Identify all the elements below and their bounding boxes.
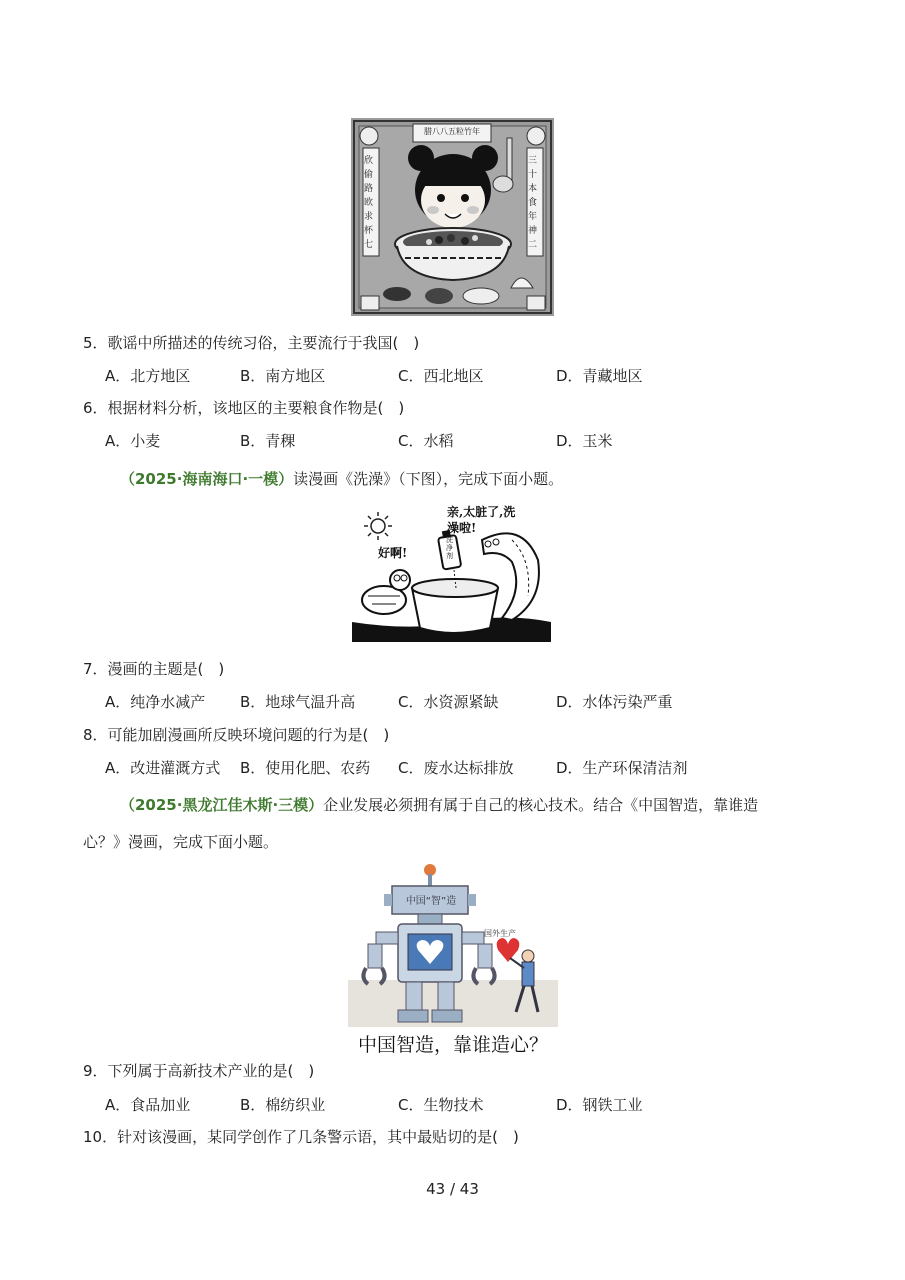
q7-option-d: D．水体污染严重	[556, 693, 673, 711]
speech-turtle: 好啊!	[378, 546, 408, 560]
q6-option-b: B．青稞	[240, 432, 296, 450]
intro-text-line1: 企业发展必须拥有属于自己的核心技术。结合《中国智造，靠谁造	[323, 796, 759, 814]
cartoon-caption: 中国智造，靠谁造心？	[357, 1034, 548, 1056]
question-9: 9．下列属于高新技术产业的是( )	[83, 1062, 315, 1080]
bottle-label: 洗净剂	[446, 536, 453, 560]
q5-option-d: D．青藏地区	[556, 367, 643, 385]
q8-option-a: A．改进灌溉方式	[105, 759, 221, 777]
q9-option-a: A．食品加业	[105, 1096, 191, 1114]
source-tag: （2025·黑龙江佳木斯·三模）	[120, 796, 324, 814]
robot-label: 中国“智”造	[405, 896, 457, 907]
q6-option-d: D．玉米	[556, 432, 613, 450]
q9-option-d: D．钢铁工业	[556, 1096, 643, 1114]
q8-option-c: C．废水达标排放	[398, 759, 514, 777]
question-10: 10．针对该漫画，某同学创作了几条警示语，其中最贴切的是( )	[83, 1128, 519, 1146]
q8-option-d: D．生产环保清洁剂	[556, 759, 688, 777]
question-5: 5．歌谣中所描述的传统习俗，主要流行于我国( )	[83, 334, 420, 352]
right-couplet-text: 三十本食年神二	[528, 156, 538, 250]
q8-option-b: B．使用化肥、农药	[240, 759, 371, 777]
question-8: 8．可能加剧漫画所反映环境问题的行为是( )	[83, 726, 390, 744]
left-couplet-text: 欣偷路欧求杯七	[364, 156, 374, 250]
q5-option-c: C．西北地区	[398, 367, 484, 385]
intro-text: 读漫画《洗澡》（下图），完成下面小题。	[293, 470, 564, 488]
q9-option-c: C．生物技术	[398, 1096, 484, 1114]
q5-option-a: A．北方地区	[105, 367, 191, 385]
question-7: 7．漫画的主题是( )	[83, 660, 225, 678]
q7-option-b: B．地球气温升高	[240, 693, 356, 711]
intro-jiamusi-line2: 心？》漫画，完成下面小题。	[83, 833, 279, 851]
laba-porridge-illustration	[351, 118, 554, 316]
heart-label: 国外生产	[484, 929, 516, 938]
intro-haikou	[120, 468, 563, 489]
robot-cartoon	[348, 862, 558, 1057]
q7-option-c: C．水资源紧缺	[398, 693, 499, 711]
page-number: 43 / 43	[426, 1180, 479, 1198]
question-6: 6．根据材料分析，该地区的主要粮食作物是( )	[83, 399, 405, 417]
source-tag: （2025·海南海口·一模）	[120, 470, 294, 488]
intro-jiamusi-line1	[120, 794, 758, 815]
bathing-cartoon	[352, 500, 551, 642]
q6-option-c: C．水稻	[398, 432, 454, 450]
banner-text: 腊八八五粒竹年	[424, 127, 480, 136]
q6-option-a: A．小麦	[105, 432, 161, 450]
q9-option-b: B．棉纺织业	[240, 1096, 326, 1114]
q5-option-b: B．南方地区	[240, 367, 326, 385]
q7-option-a: A．纯净水减产	[105, 693, 206, 711]
speech-fish: 亲,太脏了,洗澡啦!	[447, 505, 516, 535]
